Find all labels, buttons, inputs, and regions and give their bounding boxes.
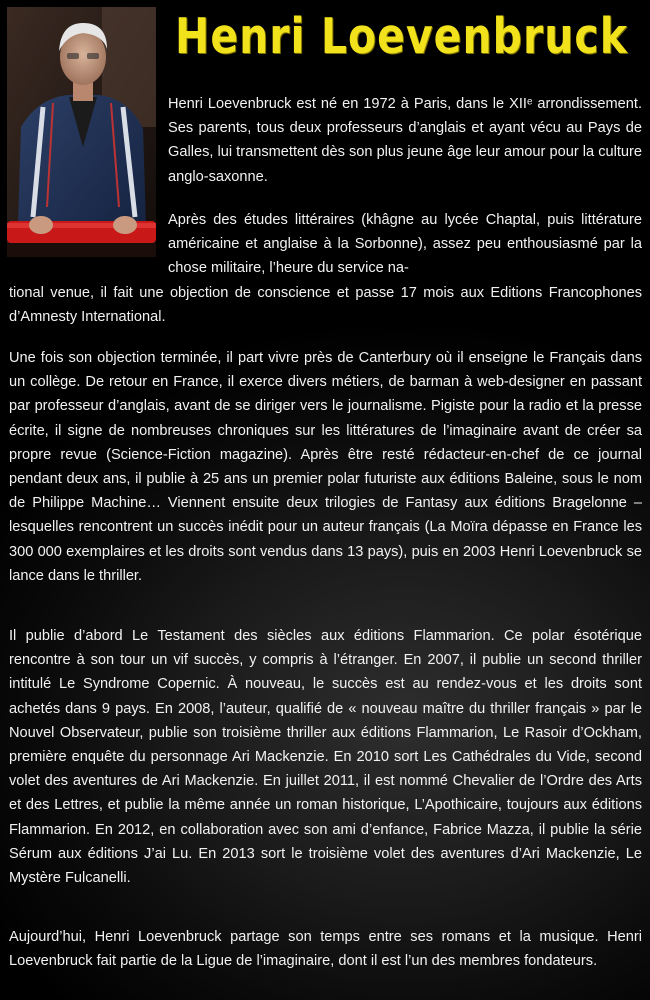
bio-paragraph-career: Une fois son objection terminée, il part vivre près de Canterbury où il enseigne le Français dans un collège. De retour en France, il exerce divers métiers, de barman à web-designer en passant par professeur d’anglais, avant de se diriger vers le journalisme. Pigiste pour la radio et la presse écrite, il signe de nombreuses chroniques sur les littératures de l’imaginaire avant de créer sa propre revue (Science-Fiction magazine). Après être resté rédacteur-en-chef de ce journal pendant deux ans, il publie à 25 ans un premier polar futuriste aux éditions Baleine, sous le nom de Philippe Machine… Viennent ensuite deux trilogies de Fantasy aux éditions Bragelonne – lesquelles rencontrent un succès inédit pour un auteur français (La Moïra dépasse en France les 300 000 exemplaires et les droits sont vendus dans 13 pays), puis en 2003 Henri Loevenbruck se lance dans le thriller.: [9, 350, 642, 584]
bio-paragraph-studies-continued: tional venue, il fait une objection de conscience et passe 17 mois aux Editions Francophones d’Amnesty International.: [9, 285, 642, 326]
author-photo-icon: [7, 7, 156, 257]
bio-paragraph-today: Aujourd’hui, Henri Loevenbruck partage son temps entre ses romans et la musique. Henri Loevenbruck fait partie de la Ligue de l’imaginaire, dont il est l’un des membres fondateurs.: [9, 929, 642, 970]
bio-paragraph-birth: Henri Loevenbruck est né en 1972 à Paris, dans le XIIᵉ arrondissement. Ses parents, tous deux professeurs d’anglais et ayant vécu au Pays de Galles, lui transmettent dès son plus jeune âge leur amour pour la culture anglo-saxonne.: [168, 96, 642, 185]
page-title: Henri Loevenbruck: [175, 7, 629, 65]
bio-paragraph-thrillers: Il publie d’abord Le Testament des siècles aux éditions Flammarion. Ce polar ésotérique rencontre à son tour un vif succès, y compris à l’étranger. En 2007, il publie un second thriller intitulé Le Syndrome Copernic. À nouveau, le succès est au rendez-vous et les droits sont achetés dans 9 pays. En 2008, l’auteur, qualifié de « nouveau maître du thriller français » par le Nouvel Observateur, publie son troisième thriller aux éditions Flammarion, Le Rasoir d’Ockham, première enquête du personnage Ari Mackenzie. En 2010 sort Les Cathédrales du Vide, second volet des aventures de Ari Mackenzie. En juillet 2011, il est nommé Chevalier de l’Ordre des Arts et des Lettres, et publie la même année un roman historique, L’Apothicaire, toujours aux éditions Flammarion. En 2012, en collaboration avec son ami d’enfance, Fabrice Mazza, il publie la série Sérum aux éditions J’ai Lu. En 2013 sort le troisième volet des aventures d’Ari Mackenzie, Le Mystère Fulcanelli.: [9, 628, 642, 887]
bio-paragraph-studies: Après des études littéraires (khâgne au lycée Chaptal, puis littérature américaine et anglaise à la Sorbonne), assez peu enthousiasmé par la chose militaire, l’heure du service na-: [168, 212, 642, 277]
author-portrait: [7, 7, 156, 257]
